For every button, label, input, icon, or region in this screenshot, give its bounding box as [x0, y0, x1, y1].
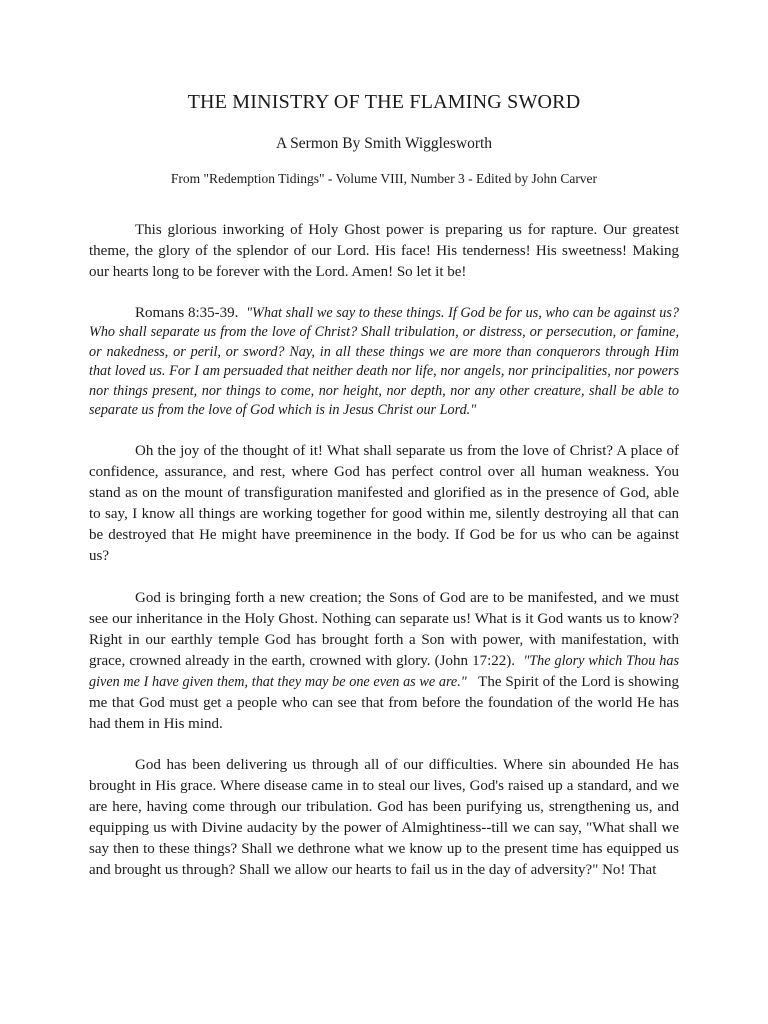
paragraph-3: Oh the joy of the thought of it! What shall separate us from the love of Christ? A place of confidence, assurance, and rest, where God has perfect control over all human weakness. You stand as on the mount of transfiguration manifested and glorified as in the presence of God, able to say, I know all things are working together for good within me, silently destroying all that can be destroyed that He might have preeminence in the body. If God be for us who can be against us? [89, 443, 679, 564]
paragraph-4-text-b: The Spirit of the Lord is showing me that God must get a people who can see that from before the foundation of the world He has had them in His mind. [89, 673, 680, 732]
scripture-reference: Romans 8:35-39. [135, 304, 239, 321]
paragraph-4-quote: "The glory which Thou has given me I have given them, that they may be one even as we are." [89, 652, 679, 690]
document-source: From "Redemption Tidings" - Volume VIII, Number 3 - Edited by John Carver [170, 171, 598, 186]
document-title: THE MINISTRY OF THE FLAMING SWORD [187, 91, 581, 113]
scripture-quote: "What shall we say to these things. If God be for us, who can be against us? Who shall separate us from the love of Christ? Shall tribulation, or distress, or persecution, or famine, or nakedness, or peril, or sword? Nay, in all these things we are more than conquerors through Him that loved us. For I am persuaded that neither death nor life, nor angels, nor principalities, nor powers nor things present, nor things to come, nor height, nor depth, nor any other creature, shall be able to separate us from the love of God which is in Jesus Christ our Lord." [89, 304, 679, 418]
paragraph-4-text-a: God is bringing forth a new creation; the Sons of God are to be manifested, and we must see our inheritance in the Holy Ghost. Nothing can separate us! What is it God wants us to know? Right in our earthly temple God has brought forth a Son with power, with manifestation, with grace, crowned already in the earth, crowned with glory. (John 17:22). [89, 589, 679, 669]
document-subtitle: A Sermon By Smith Wigglesworth [275, 135, 493, 152]
paragraph-2 [89, 304, 679, 421]
paragraph-4 [89, 588, 679, 735]
paragraph-5: God has been delivering us through all of our difficulties. Where sin abounded He has brought in His grace. Where disease came in to steal our lives, God's raised up a standard, and we are here, having come through our tribulation. God has been purifying us, strengthening us, and equipping us with Divine audacity by the power of Almightiness--till we can say, "What shall we say then to these things? Shall we dethrone what we know up to the present time has equipped us and brought us through? Shall we allow our hearts to fail us in the day of adversity?" No! That [89, 757, 679, 878]
document-body [89, 220, 679, 902]
paragraph-1: This glorious inworking of Holy Ghost power is preparing us for rapture. Our greatest theme, the glory of the splendor of our Lord. His face! His tenderness! His sweetness! Making our hearts long to be forever with the Lord. Amen! So let it be! [89, 222, 679, 280]
